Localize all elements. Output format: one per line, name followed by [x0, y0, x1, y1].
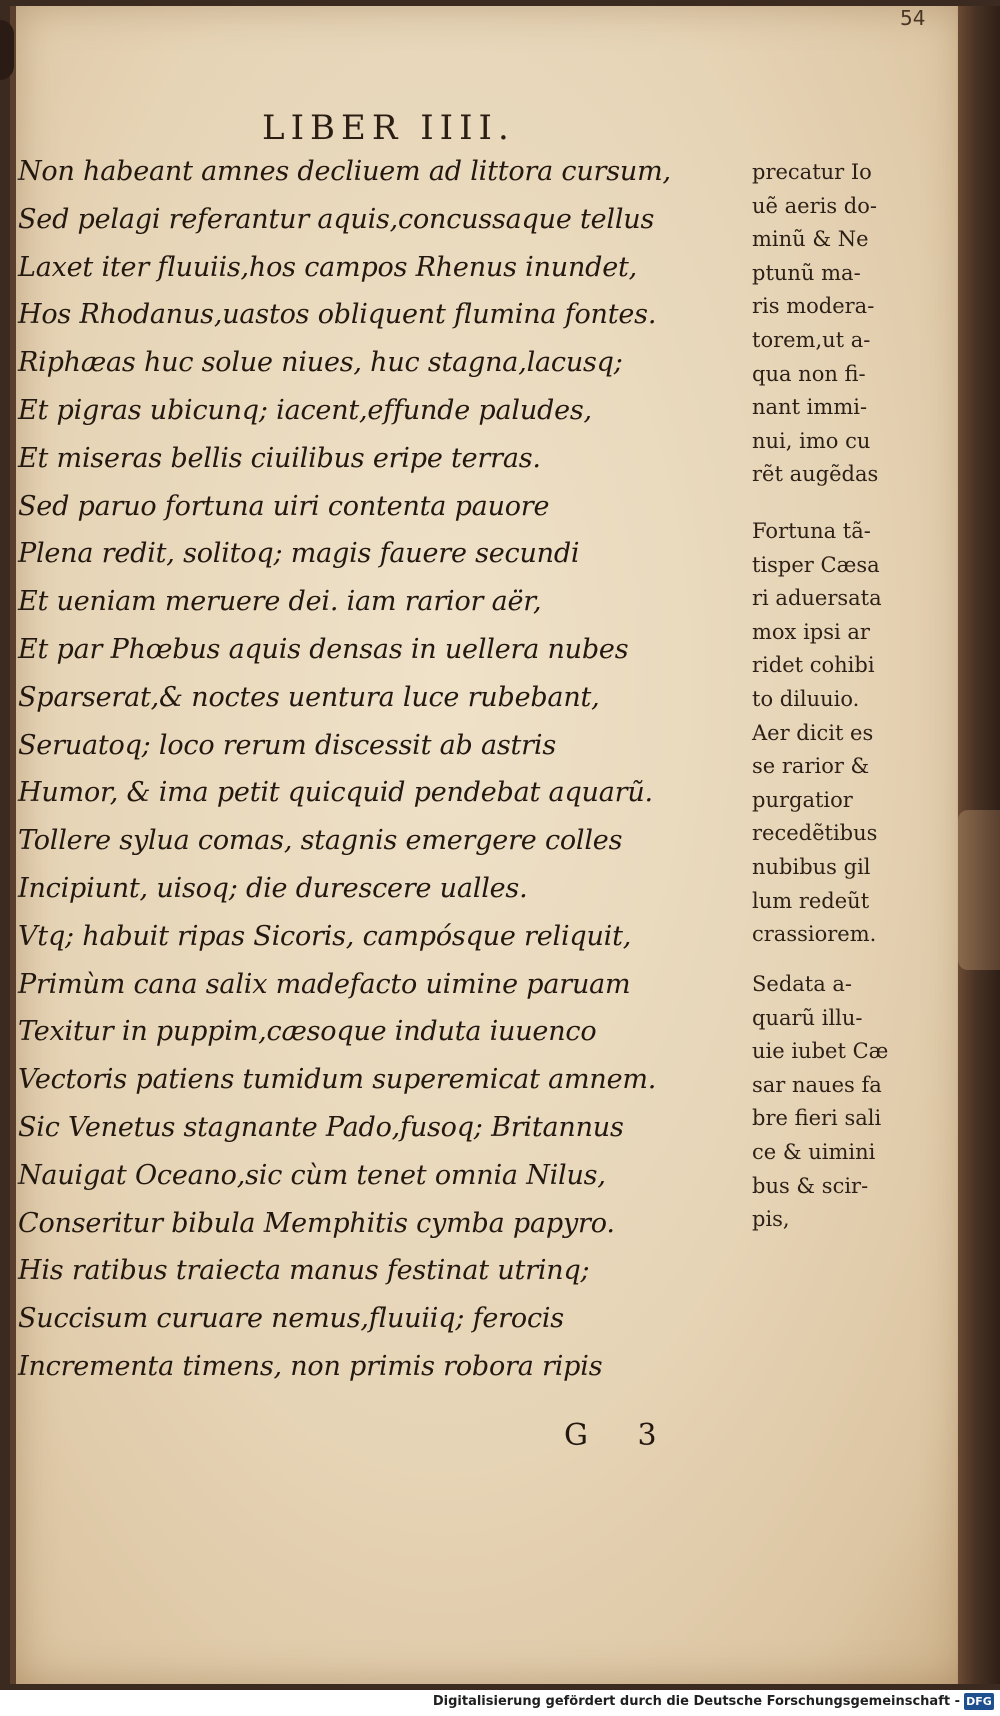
marginal-note-line: tisper Cæsa [752, 552, 880, 577]
marginal-note-line: recedẽtibus [752, 821, 878, 846]
verse-line: Sed pelagi referantur aquis,concussaque tellus [18, 203, 655, 235]
marginal-note-fortune [752, 515, 922, 952]
verse-column [18, 148, 758, 1391]
marginal-note-line: Aer dicit es [752, 720, 874, 745]
verse-line: Humor, & ima petit quicquid pendebat aquarũ. [18, 777, 653, 809]
marginal-note-line: minũ & Ne [752, 227, 869, 252]
marginal-note-line: bus & scir- [752, 1173, 869, 1198]
marginal-note-line: ridet cohibi [752, 653, 875, 678]
marginal-note-line: purgatior [752, 787, 853, 812]
marginal-note-line: nubibus gil [752, 854, 871, 879]
running-head: LIBER IIII. [262, 108, 515, 148]
verse-line: Nauigat Oceano,sic cùm tenet omnia Nilus, [18, 1159, 606, 1191]
verse-line: Riphæas huc solue niues, huc stagna,lacusq; [18, 347, 623, 379]
verse-line: Incipiunt, uisoq; die durescere ualles. [18, 872, 528, 904]
book-clasp [958, 810, 1000, 970]
digitization-footer [0, 1690, 1000, 1716]
verse-line: Et pigras ubicunq; iacent,effunde paludes, [18, 394, 592, 426]
folio-corner-mark: 54 [900, 6, 926, 30]
verse-line: Conseritur bibula Memphitis cymba papyro. [18, 1207, 615, 1239]
marginal-note-line: quarũ illu- [752, 1005, 863, 1030]
marginal-note-line: ptunũ ma- [752, 260, 861, 285]
verse-line: Hos Rhodanus,uastos obliquent flumina fontes. [18, 299, 657, 331]
verse-line: Non habeant amnes decliuem ad littora cursum, [18, 156, 671, 187]
verse-line: Tollere sylua comas, stagnis emergere colles [18, 825, 623, 857]
marginal-note-prayer [752, 156, 922, 492]
verse-line: His ratibus traiecta manus festinat utrinq; [18, 1255, 590, 1287]
verse-line: Et ueniam meruere dei. iam rarior aër, [18, 586, 542, 618]
marginal-note-line: Fortuna tã- [752, 519, 871, 543]
marginal-note-line: precatur Io [752, 160, 872, 184]
marginal-note-line: nant immi- [752, 395, 868, 420]
verse-line: Incrementa timens, non primis robora ripis [18, 1350, 603, 1382]
marginal-note-line: nui, imo cu [752, 428, 871, 453]
marginal-note-line: sar naues fa [752, 1072, 882, 1097]
funding-credit: Digitalisierung gefördert durch die Deutsche Forschungsgemeinschaft - [432, 1694, 960, 1709]
marginal-note-line: bre fieri sali [752, 1106, 882, 1131]
marginal-note-line: qua non fi- [752, 361, 866, 386]
verse-line: Et miseras bellis ciuilibus eripe terras. [18, 442, 541, 474]
marginal-note-line: crassiorem. [752, 922, 877, 947]
marginal-note-line: uie iubet Cæ [752, 1039, 889, 1064]
verse-line: Succisum curuare nemus,fluuiiq; ferocis [18, 1303, 564, 1335]
verse-line: Sed paruo fortuna uiri contenta pauore [18, 490, 550, 522]
verse-line: Laxet iter fluuiis,hos campos Rhenus inundet, [18, 251, 638, 283]
marginal-note-line: torem,ut a- [752, 327, 871, 352]
verse-line: Texitur in puppim,cæsoque induta iuuenco [18, 1016, 597, 1048]
verse-line: Plena redit, solitoq; magis fauere secundi [18, 538, 580, 570]
marginal-note-line: ri aduersata [752, 586, 882, 611]
verse-line: Sparserat,& noctes uentura luce rubebant, [18, 681, 600, 713]
marginal-note-line: ris modera- [752, 294, 875, 319]
signature-mark: G 3 [564, 1418, 677, 1453]
marginal-note-flood [752, 968, 922, 1237]
binding-hole [0, 20, 14, 80]
marginal-note-line: rẽt augẽdas [752, 462, 879, 487]
verse-line: Sic Venetus stagnante Pado,fusoq; Britannus [18, 1111, 624, 1143]
marginal-note-line: mox ipsi ar [752, 619, 870, 644]
marginal-note-line: to diluuio. [752, 686, 860, 711]
marginal-note-line: lum redeũt [752, 888, 870, 913]
marginal-note-line: pis, [752, 1207, 790, 1232]
marginal-note-line: Sedata a- [752, 972, 853, 996]
verse-line: Primùm cana salix madefacto uimine paruam [18, 968, 631, 1000]
verse-line: Et par Phœbus aquis densas in uellera nubes [18, 633, 629, 665]
verse-line: Vtq; habuit ripas Sicoris, campósque reliquit, [18, 920, 632, 952]
marginal-note-line: se rarior & [752, 754, 870, 779]
dfg-logo: DFG [964, 1693, 994, 1710]
verse-line: Vectoris patiens tumidum superemicat amnem. [18, 1064, 657, 1096]
marginal-note-line: uẽ aeris do- [752, 193, 877, 218]
verse-line: Seruatoq; loco rerum discessit ab astris [18, 729, 556, 761]
marginal-note-line: ce & uimini [752, 1139, 876, 1164]
